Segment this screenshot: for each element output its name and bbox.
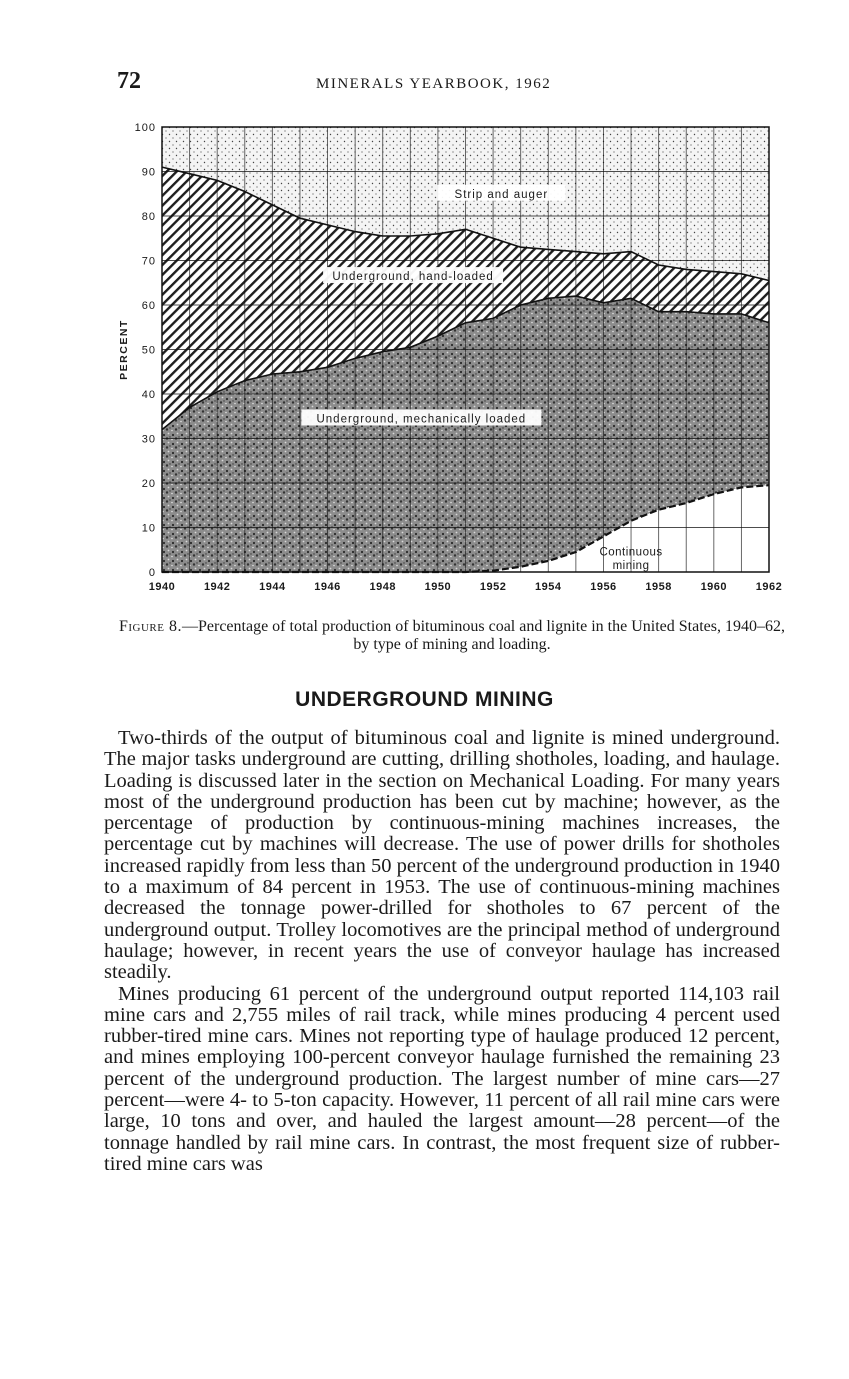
y-tick-label: 20 <box>141 478 156 490</box>
x-tick-label: 1952 <box>479 581 507 593</box>
x-tick-label: 1946 <box>314 581 341 593</box>
y-tick-label: 100 <box>134 122 156 134</box>
x-tick-label: 1956 <box>590 581 617 593</box>
production-share-chart <box>0 0 849 620</box>
section-heading: UNDERGROUND MINING <box>295 688 554 711</box>
x-tick-label: 1942 <box>203 581 231 593</box>
y-tick-label: 50 <box>141 344 156 357</box>
running-head: MINERALS YEARBOOK, 1962 <box>316 76 552 92</box>
y-tick-label: 80 <box>141 211 156 223</box>
figure-caption <box>118 618 786 654</box>
label-underground-hand-loaded: Underground, hand-loaded <box>332 271 494 284</box>
y-tick-label: 60 <box>141 300 156 312</box>
caption-text: —Percentage of total production of bituminous coal and lignite in the United States, 1940–62, by type of mining and loading. <box>182 618 785 653</box>
x-tick-label: 1960 <box>700 581 728 593</box>
x-tick-label: 1958 <box>645 581 672 593</box>
y-tick-label: 30 <box>141 433 156 446</box>
paragraph-2: Mines producing 61 percent of the underground output reported 114,103 rail mine cars and 2,755 miles of rail track, while mines producing 4 percent used rubber-tired mine cars. Mines not reporting type of haulage produced 12 percent, and mines employing 100-percent conveyor haulage furnished the remaining 23 percent of the underground production. The largest number of mine cars—27 percent—were 4- to 5-ton capacity. However, 11 percent of all rail mine cars were large, 10 tons and over, and hauled the largest amount—28 percent—of the tonnage handled by rail mine cars. In contrast, the most frequent size of rubber-tired mine cars was <box>104 982 780 1175</box>
x-tick-label: 1950 <box>424 581 452 593</box>
y-tick-label: 90 <box>141 166 156 179</box>
x-tick-label: 1940 <box>148 581 176 593</box>
x-tick-label: 1948 <box>369 581 396 593</box>
body-text <box>104 728 780 1175</box>
y-tick-label: 10 <box>141 522 156 535</box>
x-tick-label: 1954 <box>535 581 562 593</box>
paragraph-1: Two-thirds of the output of bituminous coal and lignite is mined underground. The major tasks underground are cutting, drilling shotholes, loading, and haulage. Loading is discussed later in the section on Mechanical Loading. For many years most of the underground production has been cut by machine; however, as the percentage of production by continuous-mining machines increases, the percentage cut by machines will decrease. The use of power drills for shotholes increased rapidly from less than 50 percent of the underground production in 1940 to a maximum of 84 percent in 1953. The use of continuous-mining machines decreased the tonnage power-drilled for shotholes to 67 percent of the underground output. Trolley locomotives are the principal method of underground haulage; however, in recent years the use of conveyor haulage has increased steadily. <box>104 727 780 984</box>
x-tick-label: 1944 <box>259 581 286 593</box>
y-tick-label: 40 <box>141 389 156 401</box>
caption-label: Figure 8. <box>118 618 182 635</box>
label-underground-mechanically-loaded: Underground, mechanically loaded <box>316 413 527 426</box>
page-number: 72 <box>117 68 141 94</box>
label-strip-and-auger: Strip and auger <box>454 188 549 201</box>
label-continuous-mining-line1: Continuous <box>599 546 663 559</box>
y-axis-label: PERCENT <box>118 319 130 380</box>
y-tick-label: 70 <box>141 255 156 268</box>
y-tick-label: 0 <box>148 567 156 579</box>
label-continuous-mining-line2: mining <box>612 559 650 572</box>
x-tick-label: 1962 <box>755 581 783 593</box>
